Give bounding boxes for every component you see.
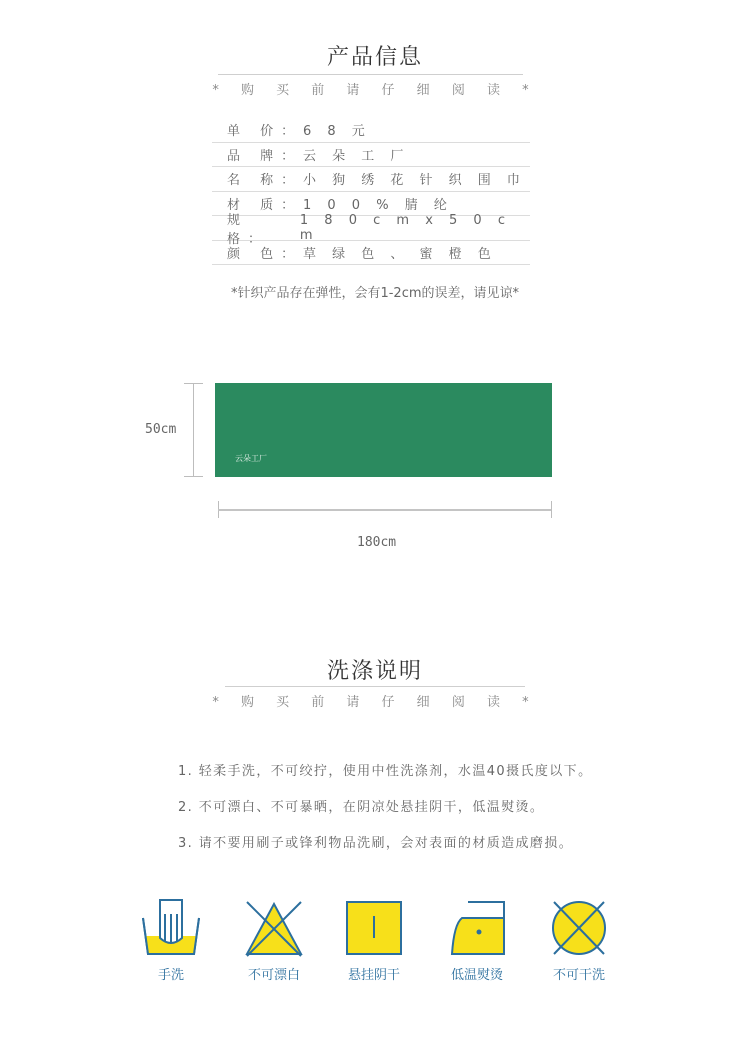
spec-row-color [212,241,530,266]
no-bleach-icon [243,898,305,958]
product-info-subtitle: * 购 买 前 请 仔 细 阅 读 * [212,83,538,98]
height-dimension-line [193,383,194,477]
washing-title-divider [225,686,525,687]
spec-label: 品 牌： [227,148,303,164]
care-label: 不可干洗 [552,968,605,983]
care-item-no-dry-clean [544,898,614,983]
spec-label: 颜 色： [227,246,303,262]
spec-row-brand [212,143,530,168]
low-iron-icon [446,898,508,958]
spec-value: 草 绿 色 、 蜜 橙 色 [303,246,497,262]
product-spec-table [212,118,530,265]
spec-value: 小 狗 绣 花 针 织 围 巾 [303,173,526,189]
width-dimension-label: 180cm [357,535,397,550]
hang-dry-icon [343,898,405,958]
care-item-low-iron [442,898,512,983]
height-dimension-cap-bottom [184,476,203,477]
spec-value: 1 8 0 c m x 5 0 c m [299,212,511,243]
product-title-divider [218,74,523,75]
spec-label: 单 价： [227,124,303,140]
scarf-illustration [215,383,552,477]
spec-label: 名 称： [227,173,303,189]
care-label: 低温熨烫 [450,968,503,983]
care-label: 不可漂白 [247,968,300,983]
washing-title: 洗涤说明 [326,659,423,684]
scarf-brand-logo: 云朵工厂 [235,454,267,463]
height-dimension-label: 50cm [145,422,177,437]
hand-wash-icon [140,898,202,958]
elasticity-note: *针织产品存在弹性，会有1-2cm的误差，请见谅* [230,286,520,301]
care-item-no-bleach [239,898,309,983]
product-info-title: 产品信息 [326,45,423,70]
care-item-hand-wash [136,898,206,983]
spec-row-name [212,167,530,192]
spec-value: 云 朵 工 厂 [303,148,410,164]
spec-row-price [212,118,530,143]
spec-value: 6 8 元 [303,124,371,140]
care-label: 手洗 [157,968,184,983]
no-dry-clean-icon [548,898,610,958]
spec-value: 1 0 0 % 腈 纶 [303,197,453,213]
care-label: 悬挂阴干 [347,968,400,983]
washing-subtitle: * 购 买 前 请 仔 细 阅 读 * [212,695,538,710]
instruction-item: 2. 不可漂白、不可暴晒，在阴凉处悬挂阴干，低温熨烫。 [178,800,545,815]
instruction-item: 3. 请不要用刷子或锋利物品洗刷，会对表面的材质造成磨损。 [178,836,574,851]
care-item-hang-dry [339,898,409,983]
spec-label: 材 质： [227,197,303,213]
width-dimension-line [218,509,552,511]
spec-label: 规 格： [227,212,270,247]
instruction-item: 1. 轻柔手洗，不可绞拧，使用中性洗涤剂，水温40摄氏度以下。 [178,764,593,779]
spec-row-size [212,212,530,247]
width-dimension-cap-right [551,501,552,518]
